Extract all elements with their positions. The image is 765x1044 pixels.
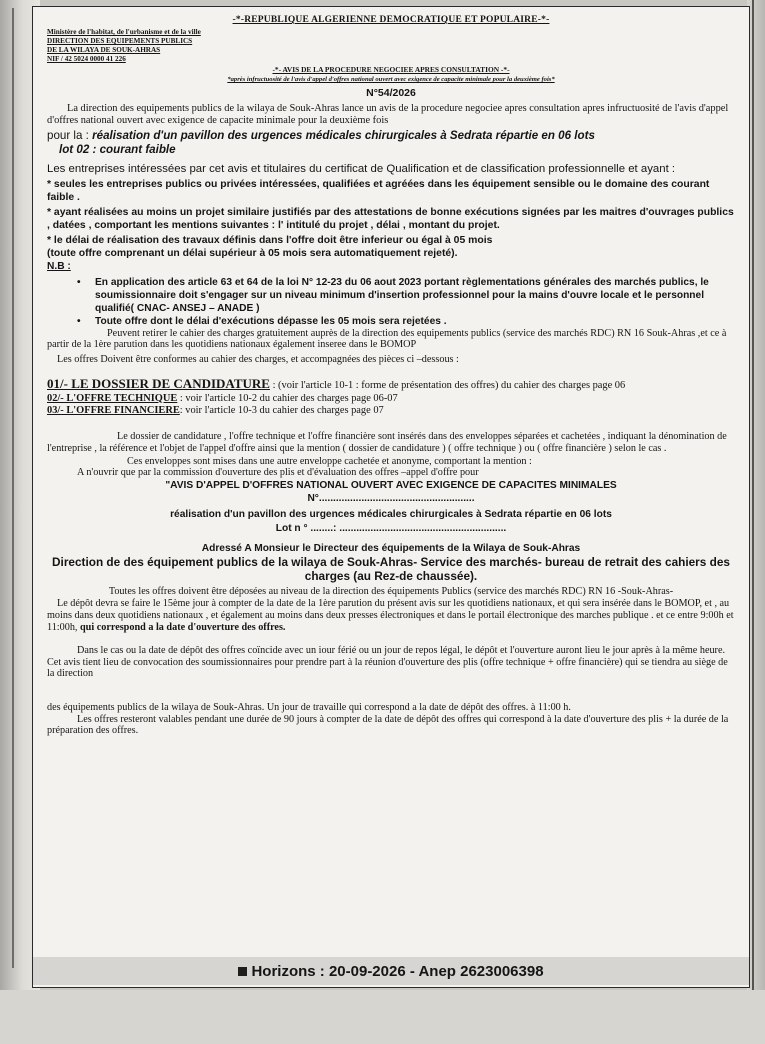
object-prefix: pour la : [47, 128, 89, 142]
eligibility-intro: Les entreprises intéressées par cet avis et titulaires du certificat de Qualification et de classification professionnelle et ayant : [47, 162, 676, 175]
envelope-mention: "AVIS D'APPEL D'OFFRES NATIONAL OUVERT AVEC EXIGENCE DE CAPACITES MINIMALES [165, 479, 617, 491]
ministry-line: Ministère de l'habitat, de l'urbanisme et de la ville [47, 28, 201, 36]
document-text: : voir l'article 10-3 du cahier des charges page 07 [179, 404, 384, 416]
procedure-heading: -*- AVIS DE LA PROCEDURE NEGOCIEE APRES CONSULTATION -*- [272, 65, 510, 74]
object-line [47, 129, 735, 143]
nb-list [77, 276, 735, 328]
nif-line: NIF / 42 5024 0000 41 226 [47, 55, 126, 63]
nb-item: • Toute offre dont le délai d'exécutions dépasse les 05 mois sera rejetées . [77, 315, 735, 328]
square-bullet-icon [238, 967, 247, 976]
condition-3-note: (toute offre comprenant un délai supérieur à 05 mois sera automatiquement rejeté). [47, 247, 458, 259]
documents-list [47, 375, 735, 417]
republic-heading: -*-REPUBLIQUE ALGERIENNE DEMOCRATIQUE ET POPULAIRE-*- [232, 15, 550, 25]
publication-signature: Horizons : 20-09-2026 - Anep 2623006398 [251, 962, 544, 980]
envelopes-paragraph: Le dossier de candidature , l'offre technique et l'offre financière sont insérés dans des enveloppes séparées et cachetées , indiquant la dénomination de l'entreprise , la référence et l'objet de l'appel d'offre ainsi que la mention ( dossier de candidature ) ( offre technique ) ou ( offre financière ) selon le cas . [47, 430, 727, 454]
address-to: Adressé A Monsieur le Directeur des équipements de la Wilaya de Souk-Ahras [201, 542, 581, 554]
procedure-subheading: *après infructuosité de l'avis d'appel d'offres national ouvert avec exigence de capacite minimale pour la deuxième fois* [227, 76, 555, 83]
document-label: 03/- L'OFFRE FINANCIERE [47, 404, 180, 416]
envelopes-open-line: A n'ouvrir que par la commission d'ouverture des plis et d'évaluation des offres –appel d'offre pour [77, 467, 479, 479]
condition-2: * ayant réalisées au moins un projet similaire justifiés par des attestations de bonne exécutions signées par les maitres d'ouvrages publics , datées , comportant les mentions suivantes : l' intitulé du projet , délai , montant du projet. [47, 206, 734, 231]
notice-number: N°54/2026 [366, 87, 416, 99]
deposit-opening: qui correspond a la date d'ouverture des offres. [80, 621, 286, 633]
deposit-place: Toutes les offres doivent être déposées au niveau de la direction des équipements Publics (service des marchés RDC) RN 16 -Souk-Ahras- [108, 585, 674, 597]
lot-line: lot 02 : courant faible [59, 142, 176, 156]
direction-paragraph: des équipements publics de la wilaya de Souk-Ahras. Un jour de travaille qui correspond a la date de dépôt des offres. à 11:00 h. [47, 701, 571, 713]
envelope-number-line: N°....................................................... [307, 492, 475, 504]
ministry-block [47, 28, 277, 64]
address-direction: Direction de des équipement publics de la wilaya de Souk-Ahras- Service des marchés- bureau de retrait des cahiers des charges (au Rez-de chaussée). [52, 554, 730, 584]
retrieve-paragraph: Peuvent retirer le cahier des charges gratuitement auprès de la direction des equipements publics (service des marchés RDC) RN 16 Souk-Ahras ,et ce à partir de la 1ère parution dans les quotidiens nationaux également inseree dans le BOMOP [47, 327, 727, 351]
object-text: réalisation d'un pavillon des urgences médicales chirurgicales à Sedrata répartie en 06 lots [92, 128, 595, 142]
scan-bottom-margin [0, 990, 765, 1044]
document-item [47, 405, 735, 417]
deposit-date [47, 598, 735, 633]
envelope-lot-line: Lot n ° ........: ........................................................... [275, 522, 507, 534]
ministry-line: DIRECTION DES EQUIPEMENTS PUBLICS [47, 37, 193, 45]
envelopes-mention-intro: Ces enveloppes sont mises dans une autre enveloppe cachetée et anonyme, comportant la mention : [127, 455, 532, 467]
nb-label: N.B : [47, 260, 71, 272]
document-item [47, 393, 735, 405]
ministry-line: DE LA WILAYA DE SOUK-AHRAS [47, 46, 161, 54]
holiday-paragraph: Dans le cas ou la date de dépôt des offres coïncide avec un iour férié ou un jour de repos légal, le dépôt et l'ouverture auront lieu le jour après à la même heure. Cet avis tient lieu de convocation des soumissionnaires pour prendre part à la réunion d'ouverture des plis (offre technique + offre financière) qui se tiendra au siège de la direction [47, 645, 728, 680]
document-text: : (voir l'article 10-1 : forme de présentation des offres) du cahier des charges page 06 [269, 379, 626, 391]
document-label: 01/- LE DOSSIER DE CANDIDATURE [47, 375, 270, 391]
condition-1: * seules les entreprises publics ou privées intéressées, qualifiées et agréées dans les équipement sensible ou le domaine des courant faible . [47, 178, 710, 203]
nb-item: • En application des article 63 et 64 de la loi N° 12-23 du 06 aout 2023 portant règlementations générales des marchés publics, le soumissionnaire doit s'engager sur un niveau minimum d'insertion professionnel pour la mains d'ouvre locale et le personnel qualifié( CNAC- ANSEJ – ANADE ) [77, 276, 735, 315]
envelope-object: réalisation d'un pavillon des urgences médicales chirurgicales à Sedrata répartie en 06 lots [170, 508, 612, 520]
document-item [47, 375, 735, 392]
deposit-date-text: Le dépôt devra se faire le 15ème jour à compter de la date de la 1ère parution du présent avis sur les quotidiens nationaux, et qui sera insérée dans le BOMOP, et , au moins dans deux quotidiens nationaux , et également au moins dans deux presses électroniques et dans le portail électronique des marches publique . et ce entre 9:00h et 11:00h, [47, 598, 734, 633]
publication-footer [33, 957, 749, 985]
tender-notice [32, 6, 750, 988]
document-text: : voir l'article 10-2 du cahier des charges page 06-07 [177, 392, 398, 404]
validity-paragraph: Les offres resteront valables pendant une durée de 90 jours à compter de la date de dépôt des offres qui correspond à la date d'ouverture des plis + la durée de la préparation des offres. [47, 713, 729, 737]
condition-3: * le délai de réalisation des travaux définis dans l'offre doit être inferieur ou égal à 05 mois [47, 234, 493, 246]
document-label: 02/- L'OFFRE TECHNIQUE [47, 392, 178, 404]
conform-paragraph: Les offres Doivent être conformes au cahier des charges, et accompagnées des pièces ci –dessous : [57, 354, 459, 365]
intro-paragraph: La direction des equipements publics de la wilaya de Souk-Ahras lance un avis de la procedure negociee apres consultation apres infructuosité de l'avis d'appel d'offres national ouvert avec exigence de capacite minimale pour la deuxième fois [47, 103, 729, 127]
